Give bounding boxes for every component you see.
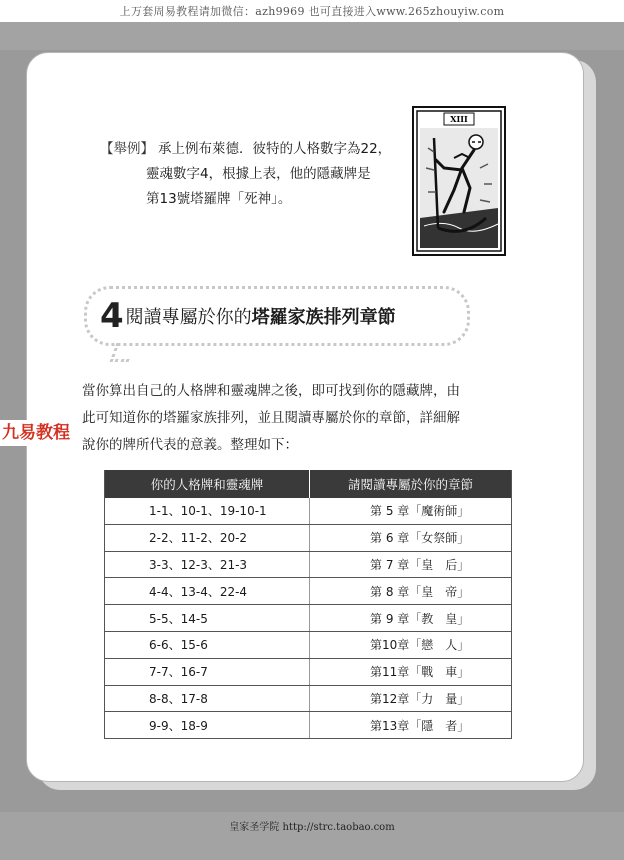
cell-chapter: 第 9 章「教 皇」 [310, 605, 512, 632]
table-row [105, 524, 511, 551]
example-line-2: 靈魂數字4，根據上表，他的隱藏牌是 [146, 166, 371, 182]
cell-cards: 8-8、17-8 [105, 685, 310, 712]
example-block [100, 137, 400, 212]
table-row [105, 498, 511, 524]
header-chapter: 請閱讀專屬於你的章節 [310, 470, 512, 498]
paragraph-line-1: 當你算出自己的人格牌和靈魂牌之後，即可找到你的隱藏牌，由 [82, 383, 460, 399]
table-row [105, 578, 511, 605]
header-cards: 你的人格牌和靈魂牌 [105, 470, 310, 498]
cell-chapter: 第 7 章「皇 后」 [310, 551, 512, 578]
section-title-plain: 閱讀專屬於你的 [125, 307, 252, 328]
cell-chapter: 第10章「戀 人」 [310, 631, 512, 658]
cell-cards: 2-2、11-2、20-2 [105, 524, 310, 551]
cell-cards: 5-5、14-5 [105, 605, 310, 632]
cell-cards: 1-1、10-1、19-10-1 [105, 498, 310, 524]
cell-chapter: 第 5 章「魔術師」 [310, 498, 512, 524]
table-row [105, 551, 511, 578]
body-paragraph [82, 378, 522, 459]
watermark-top: 上万套周易教程请加微信：azh9969 也可直接进入www.265zhouyiw.com [119, 5, 505, 18]
example-tag: 【舉例】 [100, 141, 154, 157]
section-heading [100, 296, 396, 336]
side-watermark-label: 九易教程 [0, 420, 86, 446]
cell-chapter: 第 6 章「女祭師」 [310, 524, 512, 551]
table-header-row [105, 470, 511, 498]
example-line-3: 第13號塔羅牌「死神」。 [146, 191, 292, 207]
cell-chapter: 第11章「戰 車」 [310, 658, 512, 685]
cell-chapter: 第12章「力 量」 [310, 685, 512, 712]
top-gray-band [0, 22, 624, 50]
table-row [105, 685, 511, 712]
section-number: 4 [100, 296, 124, 336]
tarot-card-drawing [414, 108, 504, 254]
paragraph-line-3: 說你的牌所代表的意義。整理如下： [82, 437, 298, 453]
cell-cards: 9-9、18-9 [105, 712, 310, 739]
watermark-bottom: 皇家圣学院 http://strc.taobao.com [229, 822, 395, 833]
cell-cards: 4-4、13-4、22-4 [105, 578, 310, 605]
death-tarot-card-icon [412, 106, 506, 256]
cell-cards: 6-6、15-6 [105, 631, 310, 658]
cell-chapter: 第13章「隱 者」 [310, 712, 512, 739]
cell-chapter: 第 8 章「皇 帝」 [310, 578, 512, 605]
paragraph-line-2: 此可知道你的塔羅家族排列，並且閱讀專屬於你的章節，詳細解 [82, 410, 460, 426]
cell-cards: 7-7、16-7 [105, 658, 310, 685]
table-row [105, 631, 511, 658]
chapter-table [104, 470, 512, 739]
table-row [105, 658, 511, 685]
table-row [105, 712, 511, 739]
section-title-bold: 塔羅家族排列章節 [251, 307, 396, 328]
cell-cards: 3-3、12-3、21-3 [105, 551, 310, 578]
tarot-numeral: XIII [450, 114, 468, 124]
table-row [105, 605, 511, 632]
example-line-1: 承上例布萊德．彼特的人格數字為22， [158, 141, 392, 157]
